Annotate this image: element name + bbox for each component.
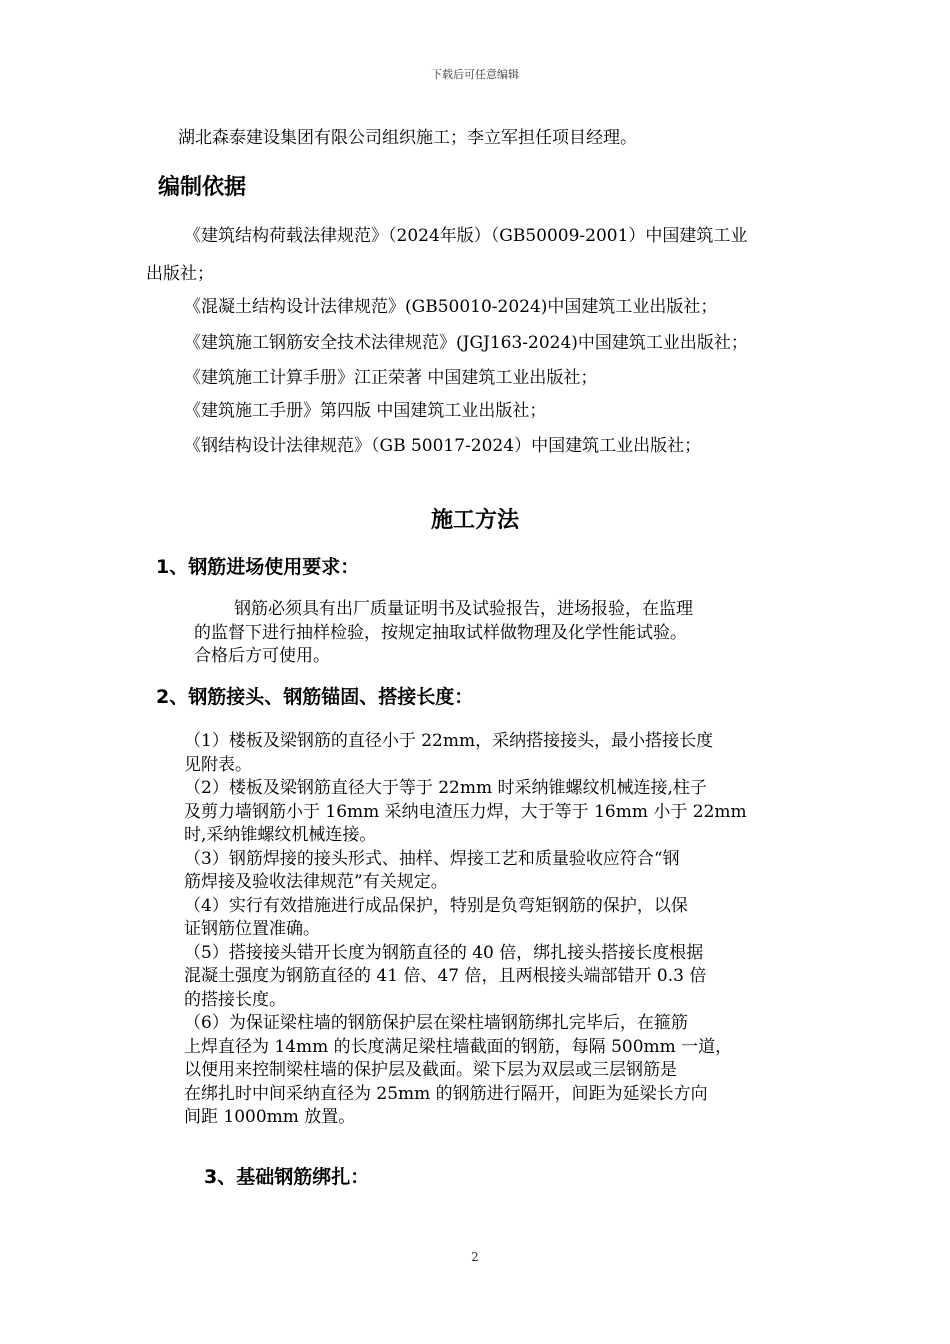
section-2-line: （4）实行有效措施进行成品保护，特别是负弯矩钢筋的保护，以保 xyxy=(184,895,688,916)
section-2-line: （2）楼板及梁钢筋直径大于等于 22mm 时采纳锥螺纹机械连接,柱子 xyxy=(184,778,707,798)
page-header: 下载后可任意编辑 xyxy=(431,68,519,81)
section-2-body xyxy=(184,730,824,1130)
basis-item: 《建筑施工钢筋安全技术法律规范》(JGJ163-2024)中国建筑工业出版社； xyxy=(184,333,748,353)
basis-item: 《建筑结构荷载法律规范》（2024年版）（GB50009-2001）中国建筑工业 xyxy=(184,226,748,246)
section-1-line: 合格后方可使用。 xyxy=(194,646,330,666)
section-2-line: 间距 1000mm 放置。 xyxy=(184,1107,356,1127)
basis-item: 《钢结构设计法律规范》（GB 50017-2024）中国建筑工业出版社； xyxy=(184,436,702,456)
section-2-line: （5）搭接接头错开长度为钢筋直径的 40 倍，绑扎接头搭接长度根据 xyxy=(184,942,704,963)
section-1-heading: 1、钢筋进场使用要求： xyxy=(156,556,360,578)
section-2-line: 筋焊接及验收法律规范”有关规定。 xyxy=(184,872,448,892)
basis-item: 《混凝土结构设计法律规范》(GB50010-2024)中国建筑工业出版社； xyxy=(184,297,718,317)
section-2-line: 的搭接长度。 xyxy=(184,989,286,1010)
section-2-line: 在绑扎时中间采纳直径为 25mm 的钢筋进行隔开，间距为延梁长方向 xyxy=(184,1083,708,1104)
section-2-line: 上焊直径为 14mm 的长度满足梁柱墙截面的钢筋，每隔 500mm 一道， xyxy=(184,1036,733,1057)
basis-item: 《建筑施工手册》第四版 中国建筑工业出版社； xyxy=(184,401,547,421)
section-1-line: 钢筋必须具有出厂质量证明书及试验报告，进场报验，在监理 xyxy=(234,599,693,619)
section-2-line: （1）楼板及梁钢筋的直径小于 22mm，采纳搭接接头，最小搭接长度 xyxy=(184,731,714,751)
intro-paragraph: 湖北森泰建设集团有限公司组织施工；李立军担任项目经理。 xyxy=(178,128,637,148)
section-2-line: （6）为保证梁柱墙的钢筋保护层在梁柱墙钢筋绑扎完毕后，在箍筋 xyxy=(184,1013,688,1033)
basis-heading: 编制依据 xyxy=(158,175,247,200)
section-2-heading: 2、钢筋接头、钢筋锚固、搭接长度： xyxy=(156,686,474,708)
section-2-line: 见附表。 xyxy=(184,754,252,775)
section-2-line: 以便用来控制梁柱墙的保护层及截面。梁下层为双层或三层钢筋是 xyxy=(184,1060,677,1080)
section-2-line: 及剪力墙钢筋小于 16mm 采纳电渣压力焊，大于等于 16mm 小于 22mm xyxy=(184,801,747,822)
page-number: 2 xyxy=(471,1250,479,1264)
method-heading: 施工方法 xyxy=(430,508,519,533)
section-2-line: 时,采纳锥螺纹机械连接。 xyxy=(184,825,377,845)
section-3-heading: 3、基础钢筋绑扎： xyxy=(204,1166,370,1188)
section-2-line: （3）钢筋焊接的接头形式、抽样、焊接工艺和质量验收应符合“钢 xyxy=(184,848,680,869)
basis-item: 《建筑施工计算手册》江正荣著 中国建筑工业出版社； xyxy=(184,368,598,388)
basis-item: 出版社； xyxy=(146,264,214,284)
section-1-line: 的监督下进行抽样检验，按规定抽取试样做物理及化学性能试验。 xyxy=(194,622,687,643)
section-2-line: 混凝土强度为钢筋直径的 41 倍、47 倍，且两根接头端部错开 0.3 倍 xyxy=(184,966,707,986)
section-2-line: 证钢筋位置准确。 xyxy=(184,919,320,939)
section-1-body xyxy=(194,598,814,669)
